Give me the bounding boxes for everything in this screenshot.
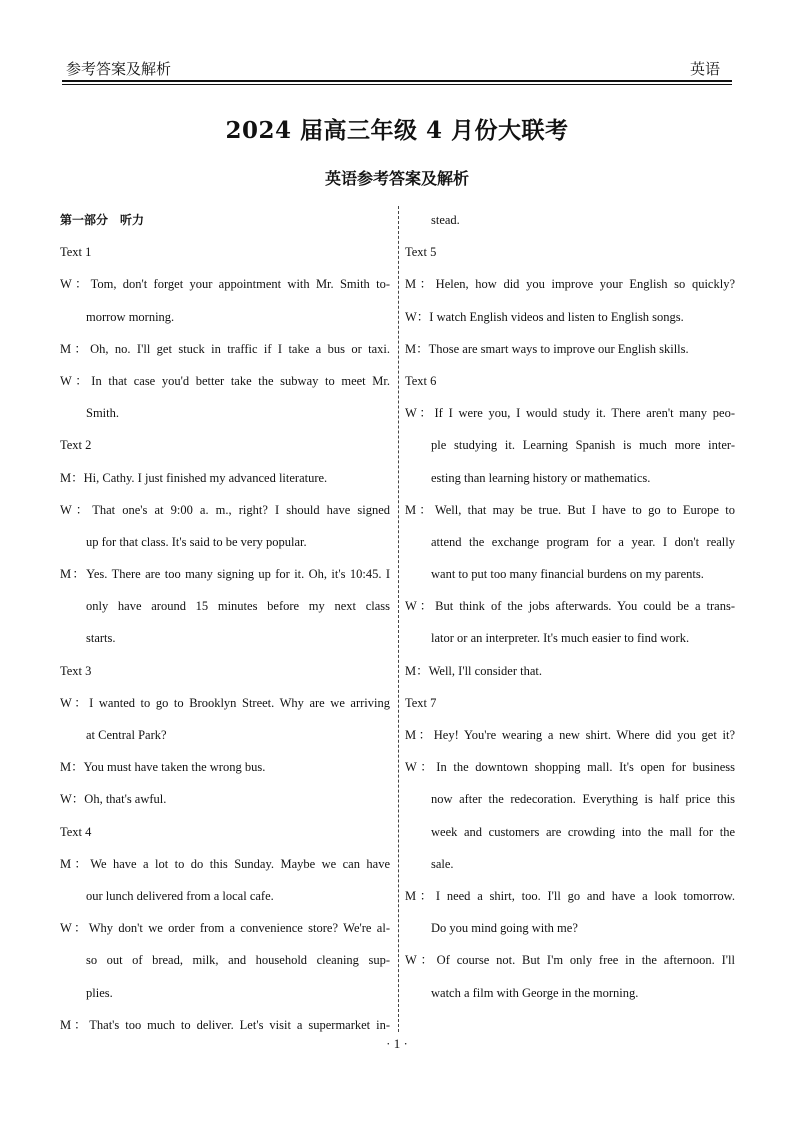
text-heading: Text 1 bbox=[60, 245, 92, 260]
transcript-line: W：Tom, don't forget your appointment with Mr. Smith to- bbox=[60, 277, 390, 292]
transcript-line: M：Hi, Cathy. I just finished my advanced literature. bbox=[60, 470, 328, 485]
transcript-line: at Central Park? bbox=[86, 728, 167, 742]
transcript-line: M：That's too much to deliver. Let's visit a supermarket in- bbox=[60, 1017, 390, 1032]
transcript-line: W：In the downtown shopping mall. It's open for business bbox=[405, 760, 735, 775]
transcript-line: want to put too many financial burdens on my parents. bbox=[431, 567, 704, 582]
header-rule-thin bbox=[62, 84, 732, 85]
header-rule-thick bbox=[62, 80, 732, 82]
transcript-line: M：Helen, how did you improve your English so quickly? bbox=[405, 277, 735, 292]
transcript-line: W：Oh, that's awful. bbox=[60, 792, 167, 807]
transcript-line: lator or an interpreter. It's much easier to find work. bbox=[431, 631, 690, 646]
transcript-line: M：Well, that may be true. But I have to go to Europe to bbox=[405, 502, 735, 517]
transcript-line: plies. bbox=[86, 985, 113, 1000]
transcript-line: W：I watch English videos and listen to English songs. bbox=[405, 309, 684, 324]
transcript-line: Do you mind going with me? bbox=[431, 921, 578, 936]
text-heading: Text 4 bbox=[60, 824, 92, 839]
transcript-line: W：In that case you'd better take the subway to meet Mr. bbox=[60, 373, 390, 388]
left-column bbox=[60, 208, 390, 1045]
transcript-line: morrow morning. bbox=[86, 309, 175, 324]
transcript-line: W：If I were you, I would study it. There aren't many peo- bbox=[405, 406, 735, 421]
section-heading: 第一部分 听力 bbox=[60, 213, 145, 227]
transcript-line: W：Of course not. But I'm only free in the afternoon. I'll bbox=[405, 953, 735, 968]
transcript-line: W：But think of the jobs afterwards. You could be a trans- bbox=[405, 599, 735, 614]
transcript-line: ple studying it. Learning Spanish is much more inter- bbox=[431, 438, 735, 453]
transcript-line: M：Well, I'll consider that. bbox=[405, 663, 542, 678]
transcript-line: M：Yes. There are too many signing up for it. Oh, it's 10:45. I bbox=[60, 567, 390, 582]
transcript-line: M：You must have taken the wrong bus. bbox=[60, 760, 266, 775]
transcript-line: attend the exchange program for a year. I don't really bbox=[431, 534, 735, 549]
transcript-line: starts. bbox=[86, 631, 116, 646]
right-column bbox=[405, 208, 735, 1013]
transcript-line: M：Oh, no. I'll get stuck in traffic if I take a bus or taxi. bbox=[60, 341, 390, 356]
page-subtitle: 英语参考答案及解析 bbox=[324, 169, 469, 188]
transcript-line: only have around 15 minutes before my next class bbox=[86, 599, 390, 614]
header-left-label: 参考答案及解析 bbox=[66, 60, 172, 78]
text-heading: Text 5 bbox=[405, 245, 437, 260]
transcript-line: up for that class. It's said to be very popular. bbox=[86, 534, 307, 549]
transcript-line: M：Those are smart ways to improve our English skills. bbox=[405, 341, 689, 356]
transcript-line: W：I wanted to go to Brooklyn Street. Why are we arriving bbox=[60, 695, 390, 710]
text-heading: Text 6 bbox=[405, 373, 437, 388]
transcript-line: stead. bbox=[431, 213, 460, 227]
transcript-line: M：I need a shirt, too. I'll go and have a look tomorrow. bbox=[405, 888, 735, 903]
transcript-line: now after the redecoration. Everything is half price this bbox=[431, 792, 735, 807]
page-number: · 1 · bbox=[386, 1036, 408, 1051]
text-heading: Text 3 bbox=[60, 663, 92, 678]
transcript-line: Smith. bbox=[86, 406, 119, 421]
transcript-line: W：That one's at 9:00 a. m., right? I should have signed bbox=[60, 502, 390, 517]
transcript-line: M：We have a lot to do this Sunday. Maybe we can have bbox=[60, 856, 390, 871]
transcript-line: M：Hey! You're wearing a new shirt. Where did you get it? bbox=[405, 728, 735, 742]
header-right-label: 英语 bbox=[690, 60, 721, 78]
text-heading: Text 7 bbox=[405, 695, 437, 710]
text-heading: Text 2 bbox=[60, 438, 92, 453]
page-title: 2024 届高三年级 4 月份大联考 bbox=[225, 117, 569, 144]
transcript-line: watch a film with George in the morning. bbox=[431, 985, 639, 1000]
transcript-line: sale. bbox=[431, 856, 454, 871]
transcript-line: W：Why don't we order from a convenience store? We're al- bbox=[60, 921, 390, 936]
column-divider bbox=[398, 206, 399, 1032]
transcript-line: our lunch delivered from a local cafe. bbox=[86, 888, 274, 903]
transcript-line: week and customers are crowding into the mall for the bbox=[431, 824, 735, 839]
transcript-line: so out of bread, milk, and household cleaning sup- bbox=[86, 953, 390, 968]
transcript-line: esting than learning history or mathematics. bbox=[431, 470, 651, 485]
